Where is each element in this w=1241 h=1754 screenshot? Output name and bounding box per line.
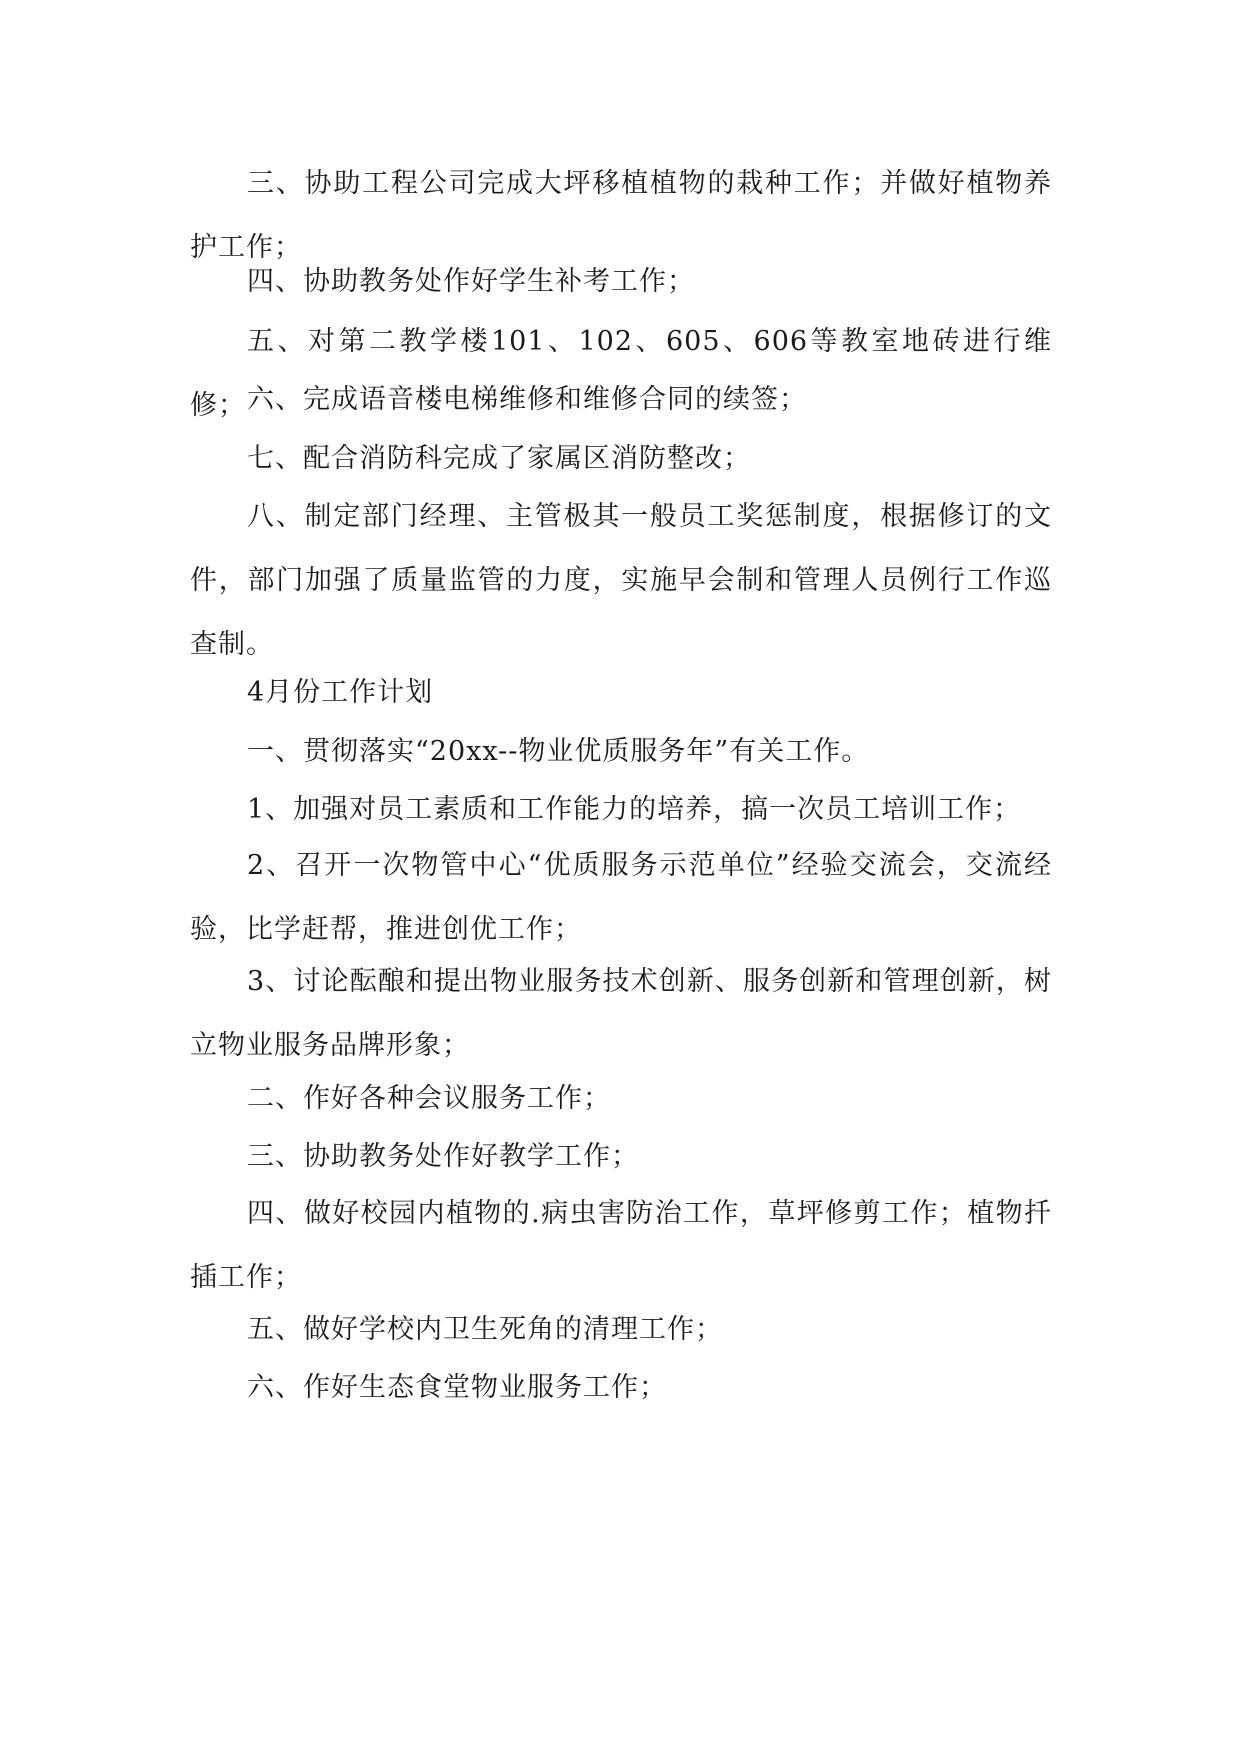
paragraph-plan-5-cleaning: 五、做好学校内卫生死角的清理工作； <box>247 1314 723 1345</box>
paragraph-item-6-elevator: 六、完成语音楼电梯维修和维修合同的续签； <box>247 384 807 415</box>
paragraph-plan-2-meeting-service: 二、作好各种会议服务工作； <box>247 1083 611 1114</box>
paragraph-item-3-planting: 三、协助工程公司完成大坪移植植物的栽种工作；并做好植物养护工作； <box>190 168 1052 263</box>
paragraph-plan-4-plant-care: 四、做好校园内植物的.病虫害防治工作，草坪修剪工作；植物扦插工作； <box>190 1198 1052 1293</box>
paragraph-item-7-fire-safety: 七、配合消防科完成了家属区消防整改； <box>247 443 751 474</box>
paragraph-plan-6-canteen: 六、作好生态食堂物业服务工作； <box>247 1372 667 1403</box>
section-heading-april-plan: 4月份工作计划 <box>247 677 434 708</box>
paragraph-plan-1-2-exchange-meeting: 2、召开一次物管中心“优质服务示范单位”经验交流会，交流经验，比学赶帮，推进创优工作； <box>190 850 1052 945</box>
paragraph-item-8-reward-system: 八、制定部门经理、主管极其一般员工奖惩制度，根据修订的文件，部门加强了质量监管的力度，实施早会制和管理人员例行工作巡查制。 <box>190 501 1052 660</box>
paragraph-plan-3-teaching: 三、协助教务处作好教学工作； <box>247 1141 639 1172</box>
paragraph-item-4-makeup-exam: 四、协助教务处作好学生补考工作； <box>247 266 695 297</box>
paragraph-plan-1-1-training: 1、加强对员工素质和工作能力的培养，搞一次员工培训工作； <box>247 794 1022 825</box>
paragraph-plan-1-quality-year: 一、贯彻落实“20xx--物业优质服务年”有关工作。 <box>247 736 870 767</box>
paragraph-item-5-floor-repair: 五、对第二教学楼101、102、605、606等教室地砖进行维修； <box>190 326 1052 421</box>
paragraph-plan-1-3-innovation: 3、讨论酝酿和提出物业服务技术创新、服务创新和管理创新，树立物业服务品牌形象； <box>190 966 1052 1061</box>
